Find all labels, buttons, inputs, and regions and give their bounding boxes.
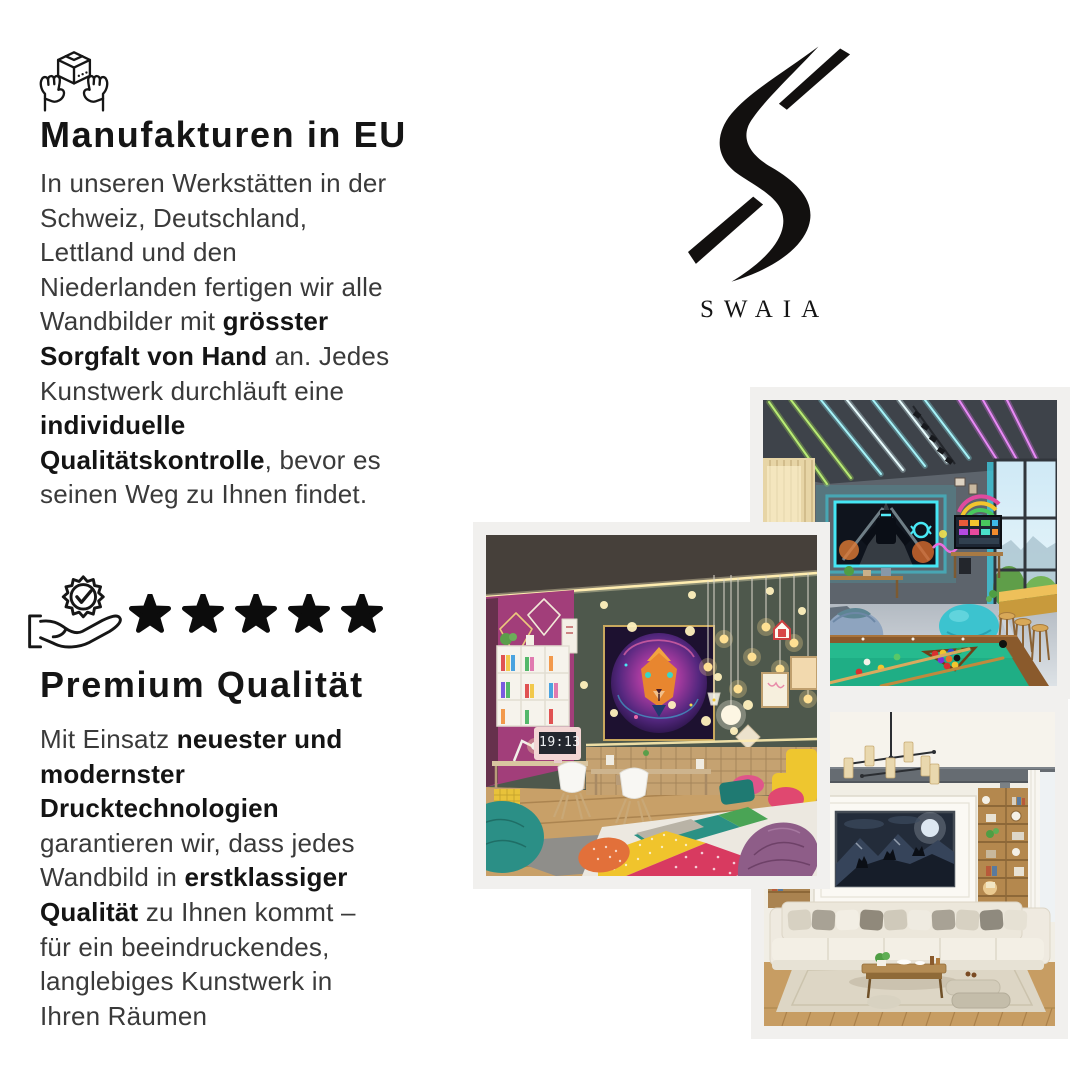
built-in-shelving (978, 788, 1034, 908)
star-icon (128, 594, 172, 636)
photo-card-bedroom (473, 522, 830, 889)
five-star-rating (128, 594, 384, 636)
box-shape (58, 52, 90, 83)
star-icon (234, 594, 278, 636)
open-hand (30, 616, 121, 647)
brand-logo-text: SWAIA (700, 296, 830, 323)
medal-rosette (63, 577, 103, 617)
bookshelf (497, 633, 569, 726)
box-dots (78, 71, 88, 77)
sectional-sofa (770, 902, 1050, 970)
window-and-curtain (1028, 770, 1055, 926)
star-icon (340, 594, 384, 636)
section-body-premium: Mit Einsatz neuester und modernster Drucktechnologien garantieren wir, dass jedes Wandbild in erstklassiger Qualität zu Ihnen kommt – für ein beeindruckendes, langlebiges Kunstwerk in Ihren Räumen (40, 724, 356, 1031)
monitor-clock-text: 19:13 (539, 735, 581, 750)
brand-logo-s-icon (688, 46, 856, 294)
photo-bedroom-illustration (486, 535, 817, 876)
hand-with-medal-icon (26, 566, 126, 654)
hands-holding-box-icon (36, 40, 112, 120)
section-title-manufaktur: Manufakturen in EU (40, 114, 407, 155)
section-body-manufaktur: In unseren Werkstätten in der Schweiz, Deutschland, Lettland und den Niederlanden fertigen wir alle Wandbilder mit grösster Sorgfalt von Hand an. Jedes Kunstwerk durchläuft eine individuelle Qualitätskontrolle, bevor es seinen Weg zu Ihnen findet. (40, 168, 390, 510)
star-icon (181, 594, 225, 636)
star-icon (287, 594, 331, 636)
tv-neon-artwork (821, 490, 951, 578)
lion-artwork (604, 626, 714, 740)
wolf-artwork (836, 812, 954, 886)
section-title-premium: Premium Qualität (40, 664, 364, 705)
